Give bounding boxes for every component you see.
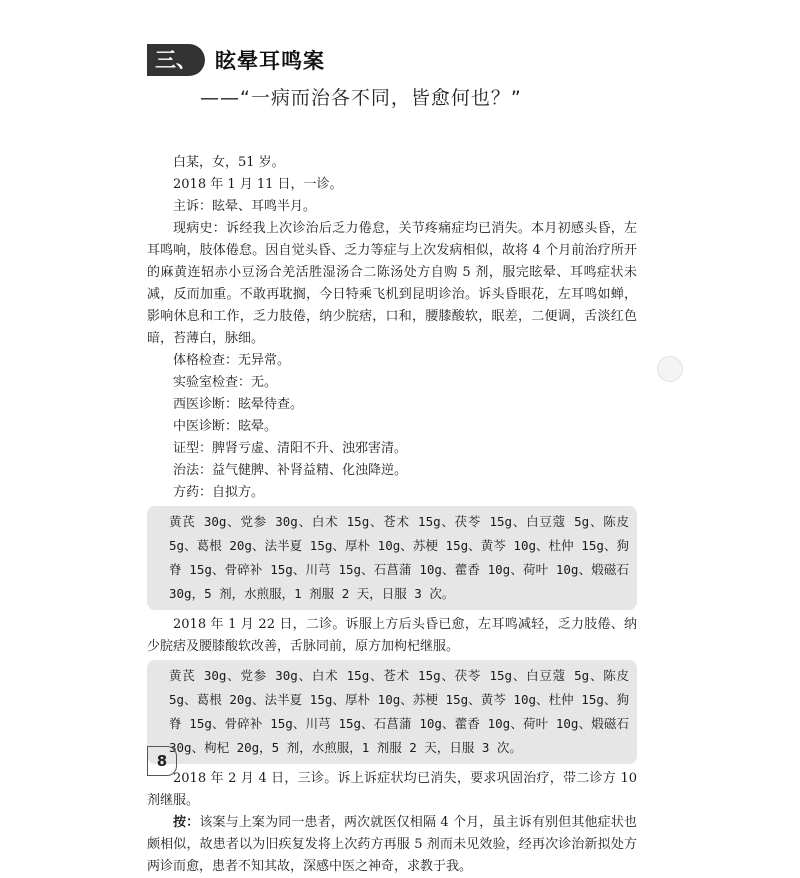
section-header — [147, 44, 325, 76]
commentary — [147, 812, 637, 878]
watermark-icon — [657, 356, 683, 382]
tcm-diagnosis: 中医诊断：眩晕。 — [173, 419, 278, 434]
western-diagnosis: 西医诊断：眩晕待查。 — [173, 397, 304, 412]
patient-info: 白某，女，51 岁。 — [173, 155, 285, 170]
visit1-date: 2018 年 1 月 11 日，一诊。 — [173, 177, 343, 192]
commentary-label: 按： — [173, 815, 200, 830]
prescription-box-2: 黄芪 30g、党参 30g、白术 15g、苍术 15g、茯苓 15g、白豆蔻 5g、陈皮 5g、葛根 20g、法半夏 15g、厚朴 10g、苏梗 15g、黄芩 10g、杜仲 15g、狗脊 15g、骨碎补 15g、川芎 15g、石菖蒲 10g、藿香 10g、荷叶 10g、煅磁石 30g、枸杞 20g，5 剂，水煎服，1 剂服 2 天，日服 3 次。 — [147, 660, 637, 764]
lab-exam: 实验室检查：无。 — [173, 375, 278, 390]
section-title: 眩晕耳鸣案 — [215, 49, 325, 73]
physical-exam: 体格检查：无异常。 — [173, 353, 291, 368]
prescription-box-1: 黄芪 30g、党参 30g、白术 15g、苍术 15g、茯苓 15g、白豆蔻 5g、陈皮 5g、葛根 20g、法半夏 15g、厚朴 10g、苏梗 15g、黄芩 10g、杜仲 15g、狗脊 15g、骨碎补 15g、川芎 15g、石菖蒲 10g、藿香 10g、荷叶 10g、煅磁石 30g，5 剂，水煎服，1 剂服 2 天，日服 3 次。 — [147, 506, 637, 610]
commentary-text: 该案与上案为同一患者，两次就医仅相隔 4 个月，虽主诉有别但其他症状也颇相似，故患者以为旧疾复发将上次药方再服 5 剂而未见效验，经再次诊治新拟处方两诊而愈，患者不知其故，深感中医之神奇，求教于我。 — [147, 815, 637, 874]
visit2-note: 2018 年 1 月 22 日，二诊。诉服上方后头昏已愈，左耳鸣减轻，乏力肢倦、纳少脘痞及腰膝酸软改善，舌脉同前，原方加枸杞继服。 — [147, 617, 637, 654]
case-body — [147, 152, 637, 878]
visit3-note: 2018 年 2 月 4 日，三诊。诉上诉症状均已消失，要求巩固治疗，带二诊方 10 剂继服。 — [147, 771, 637, 808]
chief-complaint: 主诉：眩晕、耳鸣半月。 — [173, 199, 317, 214]
section-subtitle: ——“一病而治各不同，皆愈何也？” — [200, 87, 522, 109]
section-number: 三、 — [147, 44, 205, 76]
treatment-method: 治法：益气健脾、补肾益精、化浊降逆。 — [173, 463, 408, 478]
page-number: 8 — [147, 746, 177, 776]
syndrome-type: 证型：脾肾亏虚、清阳不升、浊邪害清。 — [173, 441, 408, 456]
present-history: 现病史：诉经我上次诊治后乏力倦怠，关节疼痛症均已消失。本月初感头昏，左耳鸣响，肢体倦怠。因自觉头昏、乏力等症与上次发病相似，故将 4 个月前治疗所开的麻黄连轺赤小豆汤合羌活胜湿汤合二陈汤处方自购 5 剂，服完眩晕、耳鸣症状未减，反而加重。不敢再耽搁，今日特乘飞机到昆明诊治。诉头昏眼花，左耳鸣如蝉，影响休息和工作，乏力肢倦，纳少脘痞，口和，腰膝酸软，眠差，二便调，舌淡红色暗，苔薄白，脉细。 — [147, 221, 637, 346]
prescription-label: 方药：自拟方。 — [173, 485, 265, 500]
